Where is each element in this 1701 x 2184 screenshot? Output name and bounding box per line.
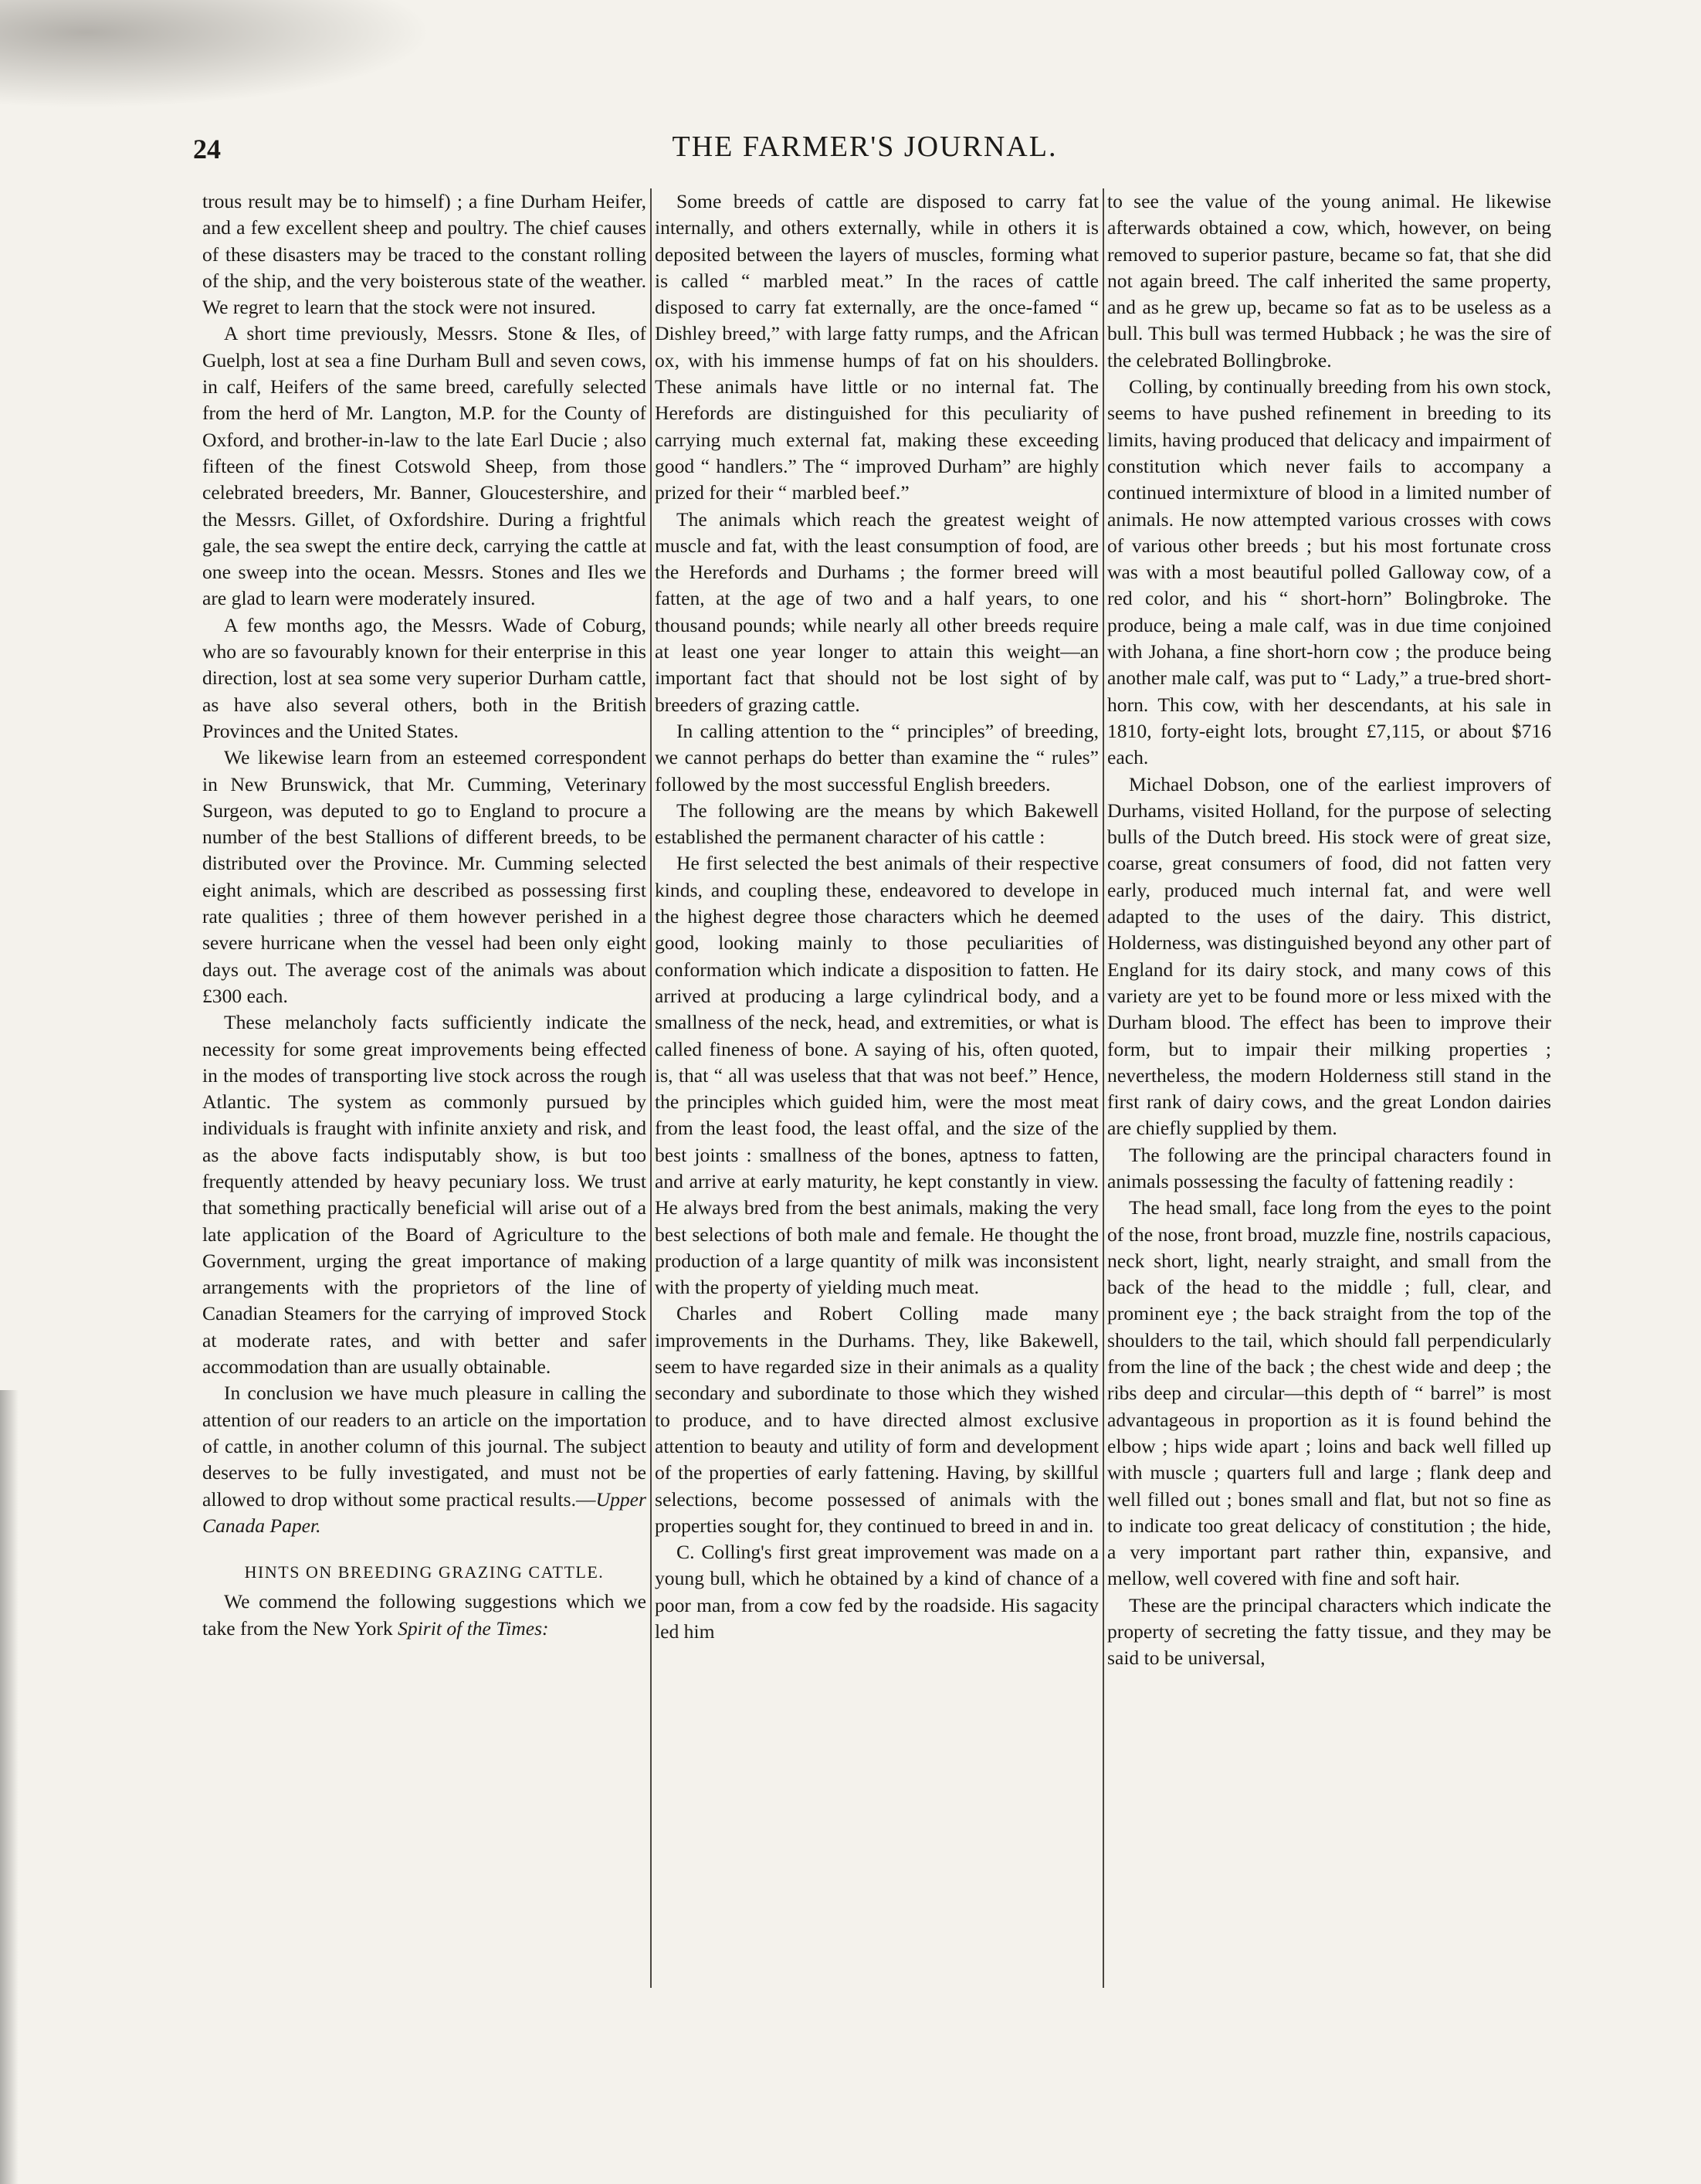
paragraph: We likewise learn from an esteemed correspondent in New Brunswick, that Mr. Cumming, Veterinary Surgeon, was deputed to go to England to procure a number of the best Stallions of different breeds, to be distributed over the Province. Mr. Cumming selected eight animals, which are described as possessing first rate qualities ; three of them however perished in a severe hurricane when the vessel had been only eight days out. The average cost of the animals was about £300 each. — [202, 746, 646, 1007]
paragraph — [202, 1589, 646, 1642]
paragraph-text: We commend the following suggestions which we take from the New York — [202, 1590, 646, 1640]
paragraph: The following are the principal characters found in animals possessing the faculty of fattening readily : — [1107, 1143, 1551, 1192]
paragraph: Some breeds of cattle are disposed to carry fat internally, and others externally, while in others it is deposited between the layers of muscles, forming what is called “ marbled meat.” In the races of cattle disposed to carry fat externally, are the once-famed “ Dishley breed,” with large fatty rumps, and the African ox, with his immense humps of fat on his shoulders. These animals have little or no internal fat. The Herefords are distinguished for this peculiarity of carrying much external fat, making these exceeding good “ handlers.” The “ improved Durham” are highly prized for their “ marbled beef.” — [655, 190, 1099, 504]
column-rule — [1103, 188, 1104, 1988]
ink-smudge — [0, 0, 432, 108]
section-heading: HINTS ON BREEDING GRAZING CATTLE. — [244, 1562, 605, 1582]
paragraph: These melancholy facts sufficiently indicate the necessity for some great improvements being effected in the modes of transporting live stock across the rough Atlantic. The system as commonly pursued by individuals is fraught with infinite anxiety and risk, and as the above facts indisputably show, is but too frequently attended by heavy pecuniary loss. We trust that something practically beneficial will arise out of a late application of the Board of Agriculture to the Government, urging the great importance of making arrangements with the proprietors of the line of Canadian Steamers for the carrying of improved Stock at moderate rates, and with better and safer accommodation than are usually obtainable. — [202, 1011, 646, 1379]
paragraph: The following are the means by which Bakewell established the permanent character of his cattle : — [655, 799, 1099, 849]
paragraph: The head small, face long from the eyes to the point of the nose, front broad, muzzle fine, nostrils capacious, neck short, light, nearly straight, and small from the back of the head to the middle ; full, clear, and prominent eye ; the back straight from the top of the shoulders to the tail, which should fall perpendicularly from the line of the back ; the chest wide and deep ; the ribs deep and circular—this depth of “ barrel” is most advantageous in proportion as it is found behind the elbow ; hips wide apart ; loins and back well filled up with muscle ; quarters full and large ; flank deep and well filled out ; bones small and flat, but not so fine as to indicate too great delicacy of constitution ; the hide, a very important part rather thin, expansive, and mellow, well covered with fine and soft hair. — [1107, 1196, 1551, 1590]
paragraph — [202, 1380, 646, 1539]
paragraph-text: In conclusion we have much pleasure in calling the attention of our readers to an article on the importation of cattle, in another column of this journal. The subject deserves to be fully investigated, and must not be allowed to drop without some practical results.— — [202, 1382, 646, 1511]
paragraph: He first selected the best animals of their respective kinds, and coupling these, endeavored to develope in the highest degree those characters which he deemed good, looking mainly to those peculiarities of conformation which indicate a disposition to fatten. He arrived at producing a large cylindrical body, and a smallness of the neck, head, and extremities, or what is called fineness of bone. A saying of his, often quoted, is, that “ all was useless that that was not beef.” Hence, the principles which guided him, were the most meat from the least food, the least offal, and the size of the best joints : smallness of the bones, aptness to fatten, and arrive at early maturity, he kept constantly in view. He always bred from the best animals, making the very best selections of both male and female. He thought the production of a large quantity of milk was inconsistent with the property of yielding much meat. — [655, 852, 1099, 1299]
running-title: THE FARMER'S JOURNAL. — [672, 131, 1058, 163]
source-attribution: Spirit of the Times: — [398, 1616, 549, 1640]
page-header — [193, 130, 1537, 173]
paragraph: Colling, by continually breeding from his own stock, seems to have pushed refinement in breeding to its limits, having produced that delicacy and impairment of constitution which never fails to accompany a continued intermixture of blood in a limited number of animals. He now attempted various crosses with cows of various other breeds ; but his most fortunate cross was with a most beautiful polled Galloway cow, of a red color, and his “ short-horn” Bolingbroke. The produce, being a male calf, was in due time conjoined with Johana, a fine short-horn cow ; the produce being another male calf, was put to “ Lady,” a true-bred short-horn. This cow, with her descendants, at his sale in 1810, forty-eight lots, brought £7,115, or about $716 each. — [1107, 375, 1551, 769]
paragraph: A short time previously, Messrs. Stone & Iles, of Guelph, lost at sea a fine Durham Bull and seven cows, in calf, Heifers of the same breed, carefully selected from the herd of Mr. Langton, M.P. for the County of Oxford, and brother-in-law to the late Earl Ducie ; also fifteen of the finest Cotswold Sheep, from those celebrated breeders, Mr. Banner, Gloucestershire, and the Messrs. Gillet, of Oxfordshire. During a frightful gale, the sea swept the entire deck, carrying the cattle at one sweep into the ocean. Messrs. Stones and Iles we are glad to learn were moderately insured. — [202, 322, 646, 610]
source-attribution: Upper Canada Paper. — [202, 1487, 646, 1537]
paragraph: A few months ago, the Messrs. Wade of Coburg, who are so favourably known for their enterprise in this direction, lost at sea some very superior Durham cattle, as have also several others, both in the British Provinces and the United States. — [202, 613, 646, 742]
paragraph: Charles and Robert Colling made many improvements in the Durhams. They, like Bakewell, seem to have regarded size in their animals as a quality secondary and subordinate to those which they wished to produce, and to have directed almost exclusive attention to beauty and utility of form and development of the properties of early fattening. Having, by skillful selections, become possessed of animals with the properties sought for, they continued to breed in and in. — [655, 1302, 1099, 1537]
article-column-2 — [655, 188, 1099, 1988]
page-number: 24 — [193, 134, 221, 164]
paragraph: to see the value of the young animal. He likewise afterwards obtained a cow, which, however, on being removed to superior pasture, became so fat, that she did not again breed. The calf inherited the same property, and as he grew up, became so fat as to be useless as a bull. This bull was termed Hubback ; he was the sire of the celebrated Bollingbroke. — [1107, 190, 1551, 371]
paragraph: Michael Dobson, one of the earliest improvers of Durhams, visited Holland, for the purpose of selecting bulls of the Dutch breed. His stock were of great size, coarse, great consumers of food, did not fatten very early, produced much internal fat, and were well adapted to the uses of the dairy. This district, Holderness, was distinguished beyond any other part of England for its dairy stock, and many cows of this variety are yet to be found more or less mixed with the Durham blood. The effect has been to improve their form, but to impair their milking properties ; nevertheless, the modern Holderness still stand in the first rank of dairy cows, and the great London dairies are chiefly supplied by them. — [1107, 772, 1551, 1140]
paragraph: These are the principal characters which indicate the property of secreting the fatty tissue, and they may be said to be universal, — [1107, 1593, 1551, 1670]
page-edge-shadow — [0, 1390, 19, 2184]
paragraph: In calling attention to the “ principles” of breeding, we cannot perhaps do better than examine the “ rules” followed by the most successful English breeders. — [655, 719, 1099, 795]
paragraph: The animals which reach the greatest weight of muscle and fat, with the least consumption of food, are the Herefords and Durhams ; the former breed will fatten, at the age of two and a half years, to one thousand pounds; while nearly all other breeds require at least one year longer to attain this weight—an important fact that should not be lost sight of by breeders of grazing cattle. — [655, 507, 1099, 716]
article-column-3 — [1107, 188, 1551, 1988]
paragraph: trous result may be to himself) ; a fine Durham Heifer, and a few excellent sheep and poultry. The chief causes of these disasters may be traced to the constant rolling of the ship, and the very boisterous state of the weather. We regret to learn that the stock were not insured. — [202, 190, 646, 319]
article-column-1 — [202, 188, 646, 1988]
column-rule — [650, 188, 652, 1988]
paragraph: C. Colling's first great improvement was made on a young bull, which he obtained by a kind of chance of a poor man, from a cow fed by the roadside. His sagacity led him — [655, 1541, 1099, 1643]
